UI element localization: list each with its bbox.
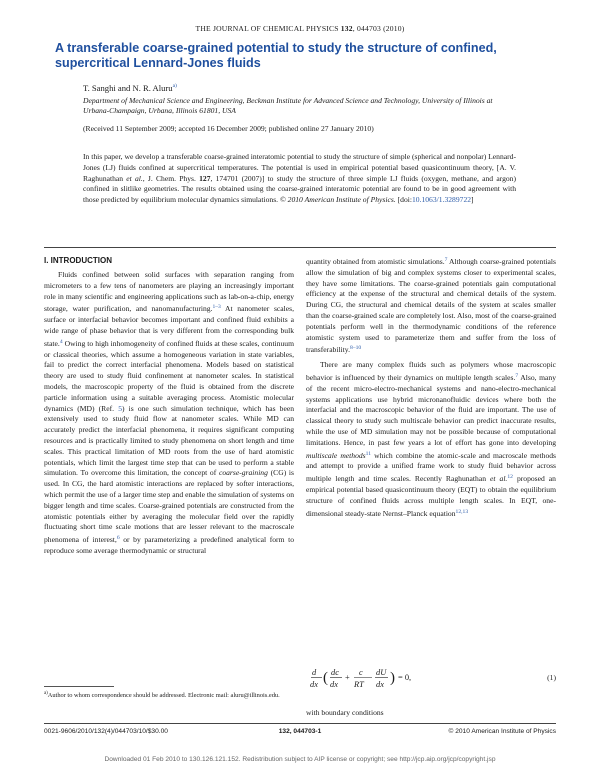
citation-link[interactable]: 7 (515, 372, 519, 379)
emphasis: multiscale methods (306, 450, 366, 460)
text-run: Fluids confined between solid surfaces with separation ranging from micrometers to a few tens of nanometers are playing an increasingly important role in many scientific and engineering applications such as lab-on-a-chip, energy storage, water purification, and nanomanufacturing. (44, 270, 294, 314)
citation-link[interactable]: 1–3 (212, 304, 221, 311)
abstract-etal: et al. (126, 173, 143, 183)
download-notice: Downloaded 01 Feb 2010 to 130.126.121.152. Redistribution subject to AIP license or copyright; see http://jcp.aip.org/jcp/copyright.jsp (104, 756, 496, 763)
journal-volume: 132 (340, 24, 353, 33)
doi-link[interactable]: 10.1063/1.3289722 (411, 195, 472, 205)
abstract-text: , J. Chem. Phys. (142, 173, 200, 183)
citation-link[interactable]: 6 (116, 535, 120, 542)
citation-link[interactable]: 4 (59, 338, 63, 345)
footer-divider (44, 723, 556, 724)
journal-name: THE JOURNAL OF CHEMICAL PHYSICS (195, 24, 339, 33)
left-column (44, 270, 294, 557)
emphasis: coarse-graining (218, 468, 268, 478)
eq-rhs: = 0, (398, 673, 412, 682)
eq-dx-bottom: dx (330, 680, 338, 689)
equation-1 (310, 665, 556, 691)
citation-link[interactable]: 12,13 (455, 508, 469, 515)
affiliation: Department of Mechanical Science and Engineering, Beckman Institute for Advanced Science and Technology, University of Illinois at Urbana-Champaign, Urbana, Illinois 61801, USA (83, 96, 493, 115)
eq-c-top: c (359, 668, 363, 677)
footnote-text: Author to whom correspondence should be addressed. Electronic mail: aluru@illinois.edu. (47, 692, 280, 700)
doi-suffix: ] (471, 195, 474, 205)
eq-rt-bottom: RT (354, 680, 364, 689)
text-run: Also, many of the recent micro-electro-mechanical systems and nano-electro-mechanical systems applications use hybrid micronanofluidic devices where both the interfacial and the macroscopic behavior of the fluid are important. The use of classical theory to study such multiscale behavior can predict inaccurate results, while the use of MD simulation may not be possible because of computational limitations. Hence, in past few years a lot of effort has gone into developing (306, 372, 556, 447)
footer-page: 132, 044703-1 (278, 728, 322, 735)
text-run: which combine the atomic-scale and macroscale methods and attempt to provide a unified frame work to study fluid behavior across multiple length and time scales. Recently Raghunathan (306, 450, 556, 484)
eq-dc-top: dc (331, 668, 339, 677)
author-names: T. Sanghi and N. R. Aluru (83, 83, 173, 93)
text-run: Owing to high inhomogeneity of confined fluids at these scales, continuum or classical theories, which assume a homogeneous variation in state variables, fail to predict the correct interfacial phenomena. Models based on statistical theory are used to study fluid confinement at nanometer scales. In statistical models, the macroscopic property of the fluid is obtained from the discrete particle information using a suitable averaging process. Atomistic molecular dynamics (MD) (Ref. (44, 338, 294, 413)
article-title: A transferable coarse-grained potential to study the structure of confined, supercritical Lennard-Jones fluids (55, 41, 497, 70)
paragraph (306, 255, 556, 356)
text-run: (CG) is used. In CG, the hard atomistic interactions are replaced by softer interactions, which permit the use of a larger time step and enable the simulation of systems on bigger length and time scales. Coarse-grained potentials are constructed from the atomistic potentials either by averaging the molecular field over the rapidly fluctuating short time scale motions that are lesser relevant to the macroscale phenomena of interest, (44, 468, 294, 545)
footnote (44, 690, 294, 701)
abstract-text: In this paper, we develop a transferable coarse-grained interatomic potential to study the structure of simple (spherical and nonpolar) Lennard-Jones (LJ) fluids confined at supercritical temperatures. The potential is used in empirical potential based quasicontinuum theory, [A. V. Raghunathan (83, 152, 516, 183)
eq-paren-left: ( (323, 670, 328, 686)
received-dates: (Received 11 September 2009; accepted 16 December 2009; published online 27 January 2010) (83, 124, 374, 133)
abstract (83, 152, 516, 206)
footer-copyright: © 2010 American Institute of Physics (448, 728, 556, 735)
abstract-volume: 127 (199, 173, 211, 183)
right-column (306, 255, 556, 519)
text-run: ) is one such simulation technique, which has been extensively used to study fluid flow at nanometer scales. While MD can accurately predict the interfacial phenomena, it requires significant computing resources and is practically limited to study phenomena on short length and time scales. This practical limitation of MD roots from the use of hard atomistic potentials, which limit the largest time step that can be used to perform a stable simulation. To overcome this limitation, the concept of (44, 403, 294, 478)
author-mark[interactable]: a) (172, 83, 177, 90)
text-run: with boundary conditions (306, 708, 384, 717)
citation-link[interactable]: 7 (444, 257, 448, 263)
footer-issn: 0021-9606/2010/132(4)/044703/10/$30.00 (44, 728, 168, 735)
after-equation (306, 708, 556, 719)
paragraph (44, 270, 294, 557)
section-heading: I. INTRODUCTION (44, 256, 112, 265)
eq-du-top: dU (376, 668, 387, 677)
journal-header: THE JOURNAL OF CHEMICAL PHYSICS 132, 044703 (2010) (195, 24, 405, 33)
citation-link[interactable]: 11 (365, 450, 372, 457)
authors (83, 83, 177, 93)
text-run: Although coarse-grained potentials allow the simulation of big and complex systems closer to experimental scales, they have some limitations. The coarse-grained potentials gain computational efficiency at the expense of the structural and chemical details of the system. During CG, the structural and chemical details of the system at scales smaller than the coarse-grained scale are completely lost. Also, most of the coarse-grained potentials perform well in the thermodynamic conditions of the reference atomistic system used to parameterize them and suffer from the loss of transferability. (306, 257, 556, 355)
doi-prefix: [doi: (395, 195, 412, 205)
text-run: At nanometer scales, surface or interfacial behavior becomes important and confined fluid exhibits a wide range of phase behavior that is very different from the corresponding bulk state. (44, 304, 294, 348)
text-run: There are many complex fluids such as polymers whose macroscopic behavior is influenced by their dynamics on multiple length scales. (306, 360, 556, 382)
eq-plus: + (345, 673, 350, 682)
abstract-copyright: © 2010 American Institute of Physics. (279, 195, 396, 205)
emphasis: et al. (490, 474, 508, 484)
eq-dx-bottom: dx (376, 680, 384, 689)
citation-link[interactable]: 5 (118, 403, 122, 413)
equation-number: (1) (547, 673, 556, 682)
abstract-text: , 174701 (2007)] to study the structure of three simple LJ fluids (oxygen, methane, and argon) confined in slitlike geometries. The results obtained using the coarse-grained interatomic potential are found to be in good agreement with those predicted by equilibrium molecular dynamics simulations. (83, 173, 516, 205)
paragraph (306, 360, 556, 519)
citation-link[interactable]: 12 (507, 474, 513, 481)
text-run: or by parameterizing a predefined analytical form to reproduce some average thermodynamic or structural (44, 535, 294, 555)
citation-link[interactable]: 8–10 (350, 345, 362, 352)
eq-d-top: d (312, 668, 317, 677)
footnote-mark: a) (44, 691, 48, 696)
abstract-divider (44, 247, 556, 248)
eq-dx-bottom: dx (310, 680, 318, 689)
text-run: proposed an empirical potential based quasicontinuum theory (EQT) to obtain the equilibrium structure of confined fluids across multiple length scales. In EQT, one-dimensional steady-state Nernst–Planck equation (306, 474, 556, 518)
text-run: quantity obtained from atomistic simulations. (306, 257, 445, 266)
footnote-divider (44, 686, 114, 687)
eq-paren-right: ) (390, 670, 395, 686)
journal-article: 044703 (2010) (356, 24, 405, 33)
